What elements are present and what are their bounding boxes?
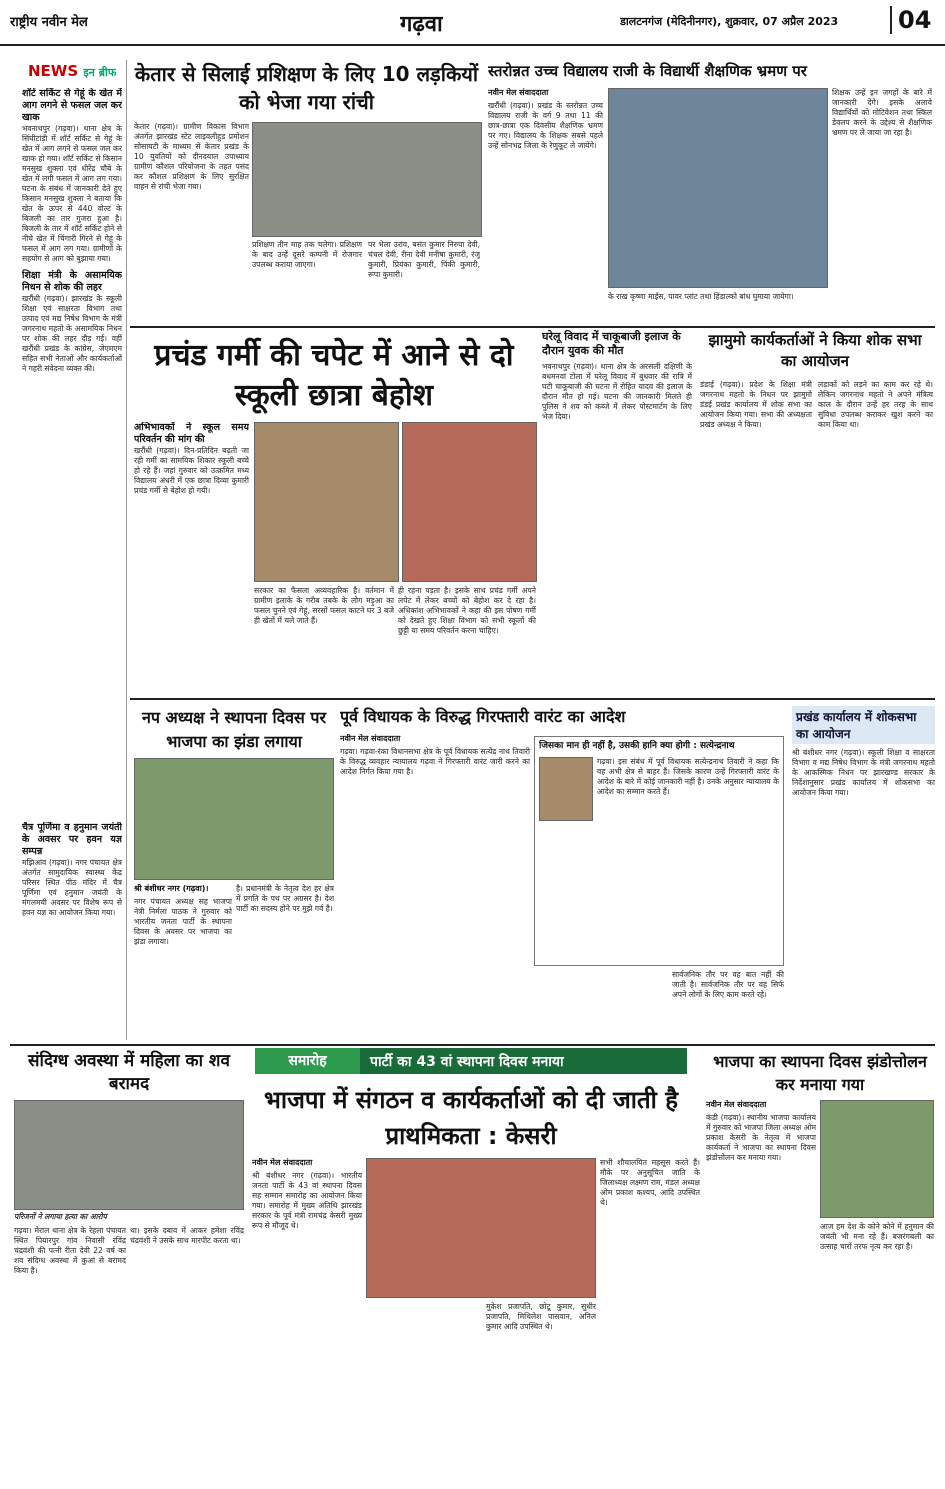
- heat-subhead: अभिभावकों ने स्कूल समय परिवर्तन की मांग की: [134, 422, 249, 445]
- warrant-body-1: गढ़वा। गढ़वा-रंका विधानसभा क्षेत्र के पूर्व विधायक सत्येंद्र नाथ तिवारी के विरुद्ध व्यवहार न्यायालय गढ़वा ने गिरफ्तारी वारंट जारी करने का आदेश निर्गत किया गया है।: [340, 747, 530, 776]
- dispute-headline: घरेलू विवाद में चाकूबाजी इलाज के दौरान युवक की मौत: [542, 330, 681, 357]
- dateline: डालटनगंज (मेदिनीनगर), शुक्रवार, 07 अप्रैल 2023: [620, 15, 839, 28]
- brief-column: [22, 88, 122, 678]
- banner-tag: समारोह: [255, 1048, 360, 1074]
- jmm-body-2: लड़ाकों को लड़ने का काम कर रहे थे। लेकिन जगरनाथ महतो ने अपने मंत्रित्व काल के दौरान उन्हें हर तरह के साथ सुविधा उपलब्ध कराकर खुश करने का काम किया था।: [818, 380, 933, 429]
- trip-column-1: [488, 88, 603, 323]
- np-byline: श्री बंशीधर नगर (गढ़वा)।: [134, 884, 209, 893]
- ketar-body-3: पर भेला उरांव, बसंत कुमार निरुपा देवी, चंचल देवी, रीना देवी मनीषा कुमारी, रंजू कुमारी, प्रियंका कुमारी, पिंकी कुमारी, रूपा कुमारी।: [368, 240, 480, 279]
- ketar-body-1: केतार (गढ़वा)। ग्रामीण विकास विभाग अंतर्गत झारखंड स्टेट लाइवलीहुड प्रमोशन सोसायटी के माध्यम से केतार प्रखंड के 10 युवतियों को दीनदयाल उपाध्याय ग्रामीण कौशल परियोजना के तहत पसंद कर कौशल प्रशिक्षण के लिए सुरक्षित वाहन से रांची भेजा गया।: [134, 122, 249, 191]
- ketar-headline: केतार से सिलाई प्रशिक्षण के लिए 10 लड़कियों को भेजा गया रांची: [134, 62, 479, 114]
- body-found-photo: [14, 1100, 244, 1210]
- np-body-2: है। प्रधानमंत्री के नेतृत्व देश हर क्षेत्र में प्रगति के पथ पर अग्रसर है। देश पार्टी का सदस्य होने पर मुझे गर्व है।: [236, 884, 334, 913]
- brief3-title: चैत्र पूर्णिमा व हनुमान जयंती के अवसर पर हवन यज्ञ सम्पन्न: [22, 822, 122, 857]
- heat-photo-2: [402, 422, 537, 582]
- warrant-headline: पूर्व विधायक के विरुद्ध गिरफ्तारी वारंट का आदेश: [340, 707, 626, 726]
- politician-photo: [539, 757, 593, 821]
- brief1-body: भवनाथपुर (गढ़वा)। थाना क्षेत्र के सिंघीटांड़ी में शॉर्ट सर्किट से गेहूं के खेत में आग लगने से फसल जल कर खाक हो गया। शॉर्ट सर्किट से किसान मनसुख शुक्ला एवं धीरेंद्र चौबे के खेत में लगी फसल में आग लग गया। घटना के संबंध में जानकारी देते हुए किसान मनसुख शुक्ला ने बताया कि खेत के ऊपर से 440 वोल्ट के बिजली का तार गुजरा हुआ है। बिजली के तार में शॉर्ट सर्किट होने से नीचे खेत में चिंगारी गिरने से गेहूं के फसल में आग लग गया। ग्रामीणों के सहयोग से आग को बुझाया गया।: [22, 124, 122, 263]
- brief3-body: मझिआंव (गढ़वा)। नगर पंचायत क्षेत्र अंतर्गत सामुदायिक स्वास्थ्य केंद्र परिसर स्थित पीठ मंदिर में चैत्र पूर्णिमा एवं हनुमान जयंती के मंगलमयी अवसर पर विशेष रूप से हवन यज्ञ का आयोजन किया गया।: [22, 858, 122, 917]
- jmm-body-1: डंडाई (गढ़वा)। प्रदेश के शिक्षा मंत्री जगरनाथ महतो के निधन पर झामुमो डंडई प्रखंड कार्यालय में शोक सभा का आयोजन किया गया। सभा की अध्यक्षता प्रखंड अध्यक्ष ने किया।: [700, 380, 812, 429]
- np-column-1: [134, 884, 232, 1039]
- heat-headline: प्रचंड गर्मी की चपेट में आने से दो स्कूली छात्रा बेहोश: [154, 338, 514, 413]
- bjp-headline: भाजपा में संगठन व कार्यकर्ताओं को दी जाती है प्राथमिकता : केसरी: [264, 1086, 678, 1150]
- brief1-title: शॉर्ट सर्किट से गेहूं के खेत में आग लगने से फसल जल कर खाक: [22, 88, 122, 123]
- jmm-headline: झामुमो कार्यकर्ताओं ने किया शोक सभा का आयोजन: [708, 331, 922, 370]
- heat-photo-1: [254, 422, 399, 582]
- flag-photo: [820, 1100, 934, 1218]
- quote-box: [534, 736, 784, 966]
- brief2-title: शिक्षा मंत्री के असामयिक निधन से शोक की लहर: [22, 270, 122, 293]
- bjp-photo: [366, 1158, 596, 1298]
- flag-column-1: [706, 1100, 816, 1472]
- office-body: श्री बंशीधर नगर (गढ़वा)। स्कूली शिक्षा व साक्षरता विभाग व मद्य निषेध विभाग के मंत्री जगरनाथ महतो के आकस्मिक निधन पर झारखण्ड सरकार के निर्देशानुसार प्रखंड कार्यालय में शोकसभा का आयोजन किया गया।: [792, 748, 935, 797]
- dispute-body: भवनाथपुर (गढ़वा)। थाना क्षेत्र के अरसली दक्षिणी के बधमनवां टोला में घरेलू विवाद में बुधवार की रात्रि में घटी चाकूबाजी की घटना में रोहित यादव की इलाज के दौरान मौत हो गई। घटना की जानकारी मिलते ही पुलिस ने शव को कब्जे में लेकर पोस्टमार्टम के लिए भेज दिया।: [542, 362, 692, 421]
- np-headline: नप अध्यक्ष ने स्थापना दिवस पर भाजपा का झंडा लगाया: [141, 708, 327, 751]
- office-story: [792, 706, 935, 1039]
- flag-body-1: कंडी (गढ़वा)। स्थानीय भाजपा कार्यालय में गुरुवार को भाजपा जिला अध्यक्ष ओम प्रकाश केसरी के नेतृत्व में भाजपा कार्यकर्ता ने भाजपा का स्थापना दिवस झंडोत्तोलन कर मनाया गया।: [706, 1113, 816, 1162]
- bjp-body-1: श्री बंशीधर नगर (गढ़वा)। भारतीय जनता पार्टी के 43 वां स्थापना दिवस सह सम्मान समारोह का आयोजन किया गया। समारोह में मुख्य अतिथि झारखंड सरकार के पूर्व मंत्री रामचंद्र केसरी मुख्य रूप से मौजूद थे।: [252, 1171, 362, 1230]
- heat-body-2: सरकार का फैसला अव्यवहारिक है। वर्तमान में ग्रामीण इलाके के गरीब तबके के लोग मड़ुआ का फसल चुनने एवं गेहूं, सरसों फसल काटने घर 3 बजे ही खेतों में चले जाते हैं।: [254, 586, 394, 625]
- news-in-brief-label: NEWS इन ब्रीफ: [28, 62, 117, 80]
- column-rule: [126, 60, 127, 1040]
- trip-byline: नवीन मेल संवाददाता: [488, 88, 549, 97]
- warrant-body-2: सार्वजनिक तौर पर वह बात नहीं की जाती है। सार्वजनिक तौर पर वह सिर्फ अपने लोगों के लिए काम करते रहे।: [672, 970, 784, 999]
- bjp-byline: नवीन मेल संवाददाता: [252, 1158, 313, 1167]
- event-banner: [255, 1048, 687, 1074]
- body-found-headline: संदिग्ध अवस्था में महिला का शव बरामद: [28, 1051, 230, 1094]
- np-photo: [134, 758, 334, 880]
- office-headline: प्रखंड कार्यालय में शोकसभा का आयोजन: [792, 706, 935, 744]
- body-found-body-2: था। इसके दबाव में आकर हमेशा रविंद्र चंद्रवंशी ने उसके साथ मारपीट करता था।: [130, 1226, 244, 1245]
- quote-headline: जिसका मान ही नहीं है, उसकी हानि क्या होगी : सत्येन्द्रनाथ: [539, 741, 735, 751]
- trip-body-3: शिक्षक उन्हें इन जगहों के बारे में जानकारी देंगे। इसके अलावे विद्यार्थियों को मोटिवेशन तथा स्किल डेवलप करने के उद्देश्य से शैक्षणिक भ्रमण पर ले जाया जा रहा है।: [832, 88, 932, 137]
- masthead: [0, 0, 945, 46]
- heat-body-1: खरौंधी (गढ़वा)। दिन-प्रतिदिन बढ़ती जा रही गर्मी का सामयिक शिकार स्कूली बच्चे हो रहे हैं। जहां गुरुवार को उत्क्रमित मध्य विद्यालय अंधरी में एक छात्रा दिव्या कुमारी प्रचंड गर्मी से बेहोश हो गयी।: [134, 446, 249, 495]
- ketar-photo: [252, 122, 482, 237]
- flag-headline: भाजपा का स्थापना दिवस झंडोत्तोलन कर मनाया गया: [713, 1052, 927, 1094]
- quote-body: गढ़वा। इस संबंध में पूर्व विधायक सत्येन्द्रनाथ तिवारी ने कहा कि वह अभी क्षेत्र से बाहर हैं। जिसके कारण उन्हें गिरफ्तारी वारंट के आदेश के बारे में कोई जानकारी नहीं है। उनके अनुसार न्यायालय के आदेश का सम्मान करते हैं।: [597, 757, 779, 796]
- trip-photo: [608, 88, 828, 288]
- warrant-byline: नवीन मेल संवाददाता: [340, 734, 401, 743]
- brief2-body: खरौंधी (गढ़वा)। झारखंड के स्कूली शिक्षा एवं साक्षरता विभाग तथा उत्पाद एवं मद्य निषेध विभाग के मंत्री जगरनाथ महतो के असामयिक निधन पर शोक की लहर दौड़ गई। वहीं खरौंधी प्रखंड के कांग्रेस, जेएमएम सहित सभी नेताओं और कार्यकर्ताओं ने गहरी संवेदना व्यक्त की।: [22, 294, 122, 373]
- heat-column-1: [134, 422, 249, 690]
- trip-body-2: के राख कृष्णा माईंस, पावर प्लांट तथा हिंडाल्को बांध घुमाया जायेगा।: [608, 292, 794, 301]
- body-found-body-1: गढ़वा। मेराल थाना क्षेत्र के रेहला पंचायत स्थित पियारपुर गांव निवासी रविंद्र चंद्रवंशी की पत्नी रीता देवी 22 वर्ष का शव संदिग्ध अवस्था में कुआं से बरामद किया है।: [14, 1226, 126, 1275]
- divider: [10, 1044, 935, 1046]
- bjp-column-1: [252, 1158, 362, 1473]
- trip-body-1: खरौंधी (गढ़वा)। प्रखंड के स्तरोन्नत उच्च विद्यालय राजी के वर्ग 9 तथा 11 की छात्र-छात्रा एक दिवसीय शैक्षणिक भ्रमण पर गए। विद्यालय के शिक्षक सबसे पहले उन्हें सोनभद्र जिला के रेणुकूट ले जायेंगे।: [488, 101, 603, 150]
- flag-body-2: आज हम देश के कोने कोने में हनुमान की जयंती भी मना रहे हैं। बजरंगबली का उत्साह चारों तरफ नृत्य कर रहा है।: [820, 1222, 934, 1251]
- trip-headline: स्तरोन्नत उच्च विद्यालय राजी के विद्यार्थी शैक्षणिक भ्रमण पर: [488, 62, 807, 80]
- flag-byline: नवीन मेल संवाददाता: [706, 1100, 767, 1109]
- ketar-body-2: प्रशिक्षण तीन माह तक चलेगा। प्रशिक्षण के बाद उन्हें दूसरे कम्पनी में रोजगार उपलब्ध कराया जाएगा।: [252, 240, 362, 269]
- section-title: गढ़वा: [400, 12, 443, 37]
- banner-text: पार्टी का 43 वां स्थापना दिवस मनाया: [370, 1054, 564, 1070]
- brief3-column: [22, 822, 122, 1040]
- warrant-column-1: [340, 734, 530, 1039]
- divider: [130, 698, 935, 700]
- body-found-caption: परिजनों ने लगाया हत्या का आरोप: [14, 1212, 107, 1221]
- page-number: 04: [890, 6, 931, 34]
- bjp-body-2: सभी शौचालयित महसूस करते हैं। मौके पर अनुसूचित जाति के जिलाध्यक्ष लक्ष्मण राम, मंडल अध्यक्ष ओम प्रकाश कश्यप, आदि उपस्थित थे।: [600, 1158, 700, 1207]
- newspaper-brand: राष्ट्रीय नवीन मेल: [10, 15, 88, 30]
- np-body-1: नगर पंचायत अध्यक्ष सह भाजपा नेत्री निर्मला पाठक ने गुरुवार को भारतीय जनता पार्टी के स्थापना दिवस के अवसर पर भाजपा का झंडा लगाया।: [134, 897, 232, 946]
- bjp-body-3: मुकेश प्रजापति, छोटू कुमार, सुधीर प्रजापति, मिथिलेश पासवान, अनिल कुमार आदि उपस्थित थे।: [486, 1302, 596, 1331]
- divider: [130, 326, 935, 328]
- heat-body-3: ही रहना पड़ता है। इसके साथ प्रचंड गर्मी अपने लपेट में लेकर बच्चों को बेहोश कर दे रहा है। अधिकांश अभिभावकों ने कहा की इस पोषण गर्मी को देखते हुए शिक्षा विभाग को सभी स्कूलों की छुट्टी या समय परिवर्तन करना चाहिए।: [398, 586, 536, 635]
